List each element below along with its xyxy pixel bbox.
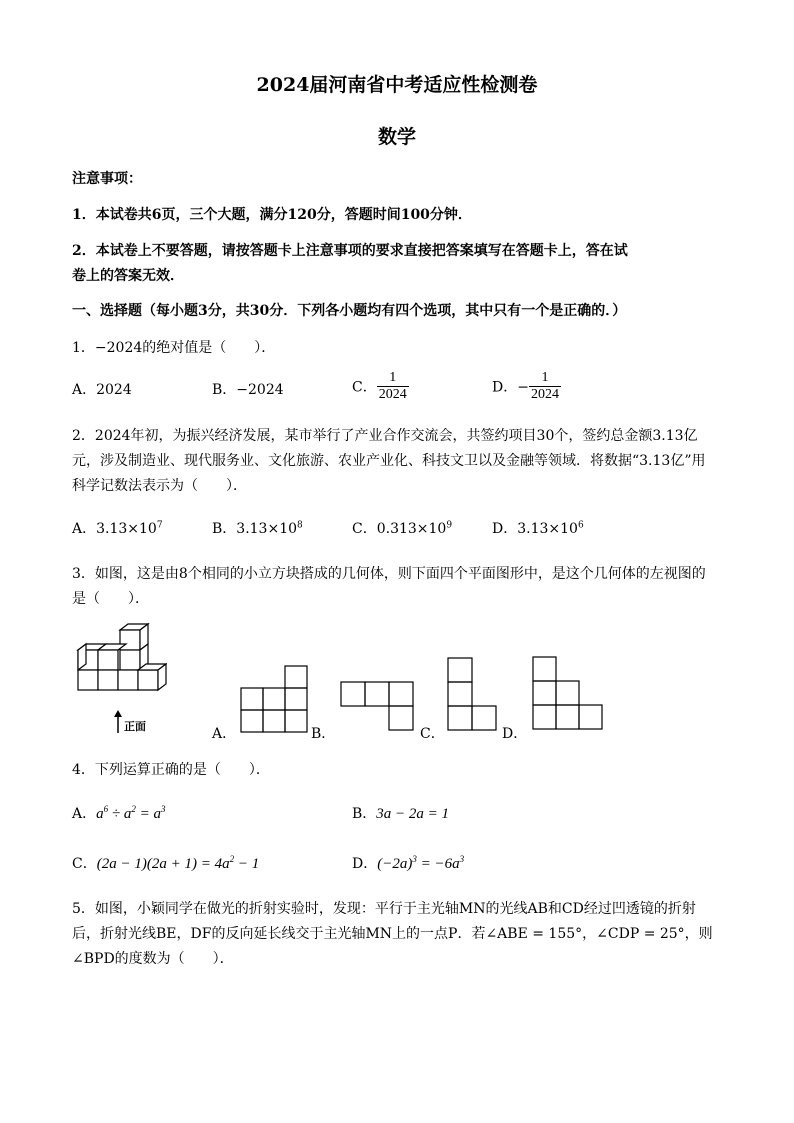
question-1-option-b: B．−2024 — [212, 382, 284, 398]
denominator: 2024 — [530, 387, 559, 402]
option-d-label: D．− — [492, 379, 529, 396]
denominator: 2024 — [378, 387, 407, 402]
question-4-option-c — [72, 853, 259, 873]
numerator: 1 — [541, 370, 549, 385]
option-text: C．0.313×10 — [352, 521, 447, 537]
option-d-figure — [532, 656, 606, 732]
fraction — [377, 370, 409, 403]
question-1-option-c — [352, 370, 409, 403]
notice-item-1: 1．本试卷共6页，三个大题，满分120分，答题时间100分钟． — [72, 207, 472, 223]
question-2-line2: 元，涉及制造业、现代服务业、文化旅游、农业产业化、科技文卫以及金融等领域．将数据“3.13亿”用 — [72, 453, 706, 469]
option-expression — [96, 806, 165, 822]
option-b-figure — [340, 680, 415, 735]
question-5-line1: 5．如图，小颖同学在做光的折射实验时，发现：平行于主光轴MN的光线AB和CD经过凹透镜的折射 — [72, 901, 696, 917]
exponent: 2 — [229, 854, 235, 864]
subject-title: 数学 — [377, 126, 416, 148]
option-expression: 3a − 2a = 1 — [376, 806, 450, 822]
question-3-option-a-label: A． — [212, 726, 237, 742]
question-2-line1: 2．2024年初，为振兴经济发展，某市举行了产业合作交流会，共签约项目30个，签约总金额3.13亿 — [72, 428, 698, 444]
question-3-line2: 是（ ）． — [72, 591, 149, 607]
term: − 1 — [234, 856, 260, 872]
term: ÷ a — [108, 806, 132, 822]
question-3-option-b-label: B． — [311, 726, 336, 742]
question-2-option-a — [72, 518, 163, 538]
notice-item-2-line2: 卷上的答案无效． — [72, 268, 184, 284]
option-label: C． — [72, 856, 97, 872]
option-label: B． — [352, 806, 377, 822]
option-c-label: C． — [352, 379, 377, 396]
option-label: D． — [352, 856, 378, 872]
question-2-line3: 科学记数法表示为（ ）． — [72, 478, 247, 494]
question-2-option-d — [492, 518, 584, 538]
term: (−2a) — [377, 856, 413, 872]
numerator: 1 — [389, 370, 397, 385]
exponent: 2 — [131, 804, 136, 814]
question-2-option-b — [212, 518, 303, 538]
option-text: A．3.13×10 — [72, 521, 157, 537]
term: a — [96, 806, 104, 822]
question-3-option-d-label: D． — [502, 726, 528, 742]
exponent: 8 — [297, 520, 303, 531]
question-1-option-d — [492, 370, 561, 403]
term: = −6a — [416, 856, 460, 872]
term: = a — [135, 806, 161, 822]
question-3-option-c-label: C． — [420, 726, 445, 742]
notice-heading: 注意事项： — [72, 171, 142, 187]
page-title: 2024届河南省中考适应性检测卷 — [256, 74, 538, 96]
exponent: 3 — [160, 804, 166, 814]
option-c-figure — [447, 657, 499, 735]
question-2-option-c — [352, 518, 452, 538]
option-expression — [97, 856, 259, 872]
exponent: 7 — [156, 520, 163, 531]
option-expression — [377, 856, 464, 872]
question-4-stem: 4．下列运算正确的是（ ）． — [72, 762, 270, 778]
question-4-option-b — [352, 803, 449, 823]
exponent: 6 — [577, 520, 584, 531]
question-5-line2: 后，折射光线BE，DF的反向延长线交于主光轴MN上的一点P．若∠ABE = 155°，∠CDP = 25°，则 — [72, 926, 713, 942]
cube-solid-figure — [72, 622, 167, 734]
section-heading: 一、选择题（每小题3分，共30分．下列各小题均有四个选项，其中只有一个是正确的．） — [72, 303, 627, 319]
question-1-option-a: A．2024 — [72, 382, 132, 398]
exponent: 6 — [103, 804, 109, 814]
fraction — [529, 370, 561, 403]
option-text: B．3.13×10 — [212, 521, 298, 537]
question-4-option-d — [352, 853, 464, 873]
option-text: D．3.13×10 — [492, 521, 578, 537]
term: (2a − 1)(2a + 1) = 4a — [96, 856, 230, 872]
option-a-figure — [240, 664, 310, 734]
question-1-stem: 1．−2024的绝对值是（ ）． — [72, 340, 276, 356]
exponent: 9 — [446, 520, 453, 531]
option-label: A． — [72, 806, 97, 822]
question-4-option-a — [72, 803, 165, 823]
question-3-line1: 3．如图，这是由8个相同的小立方块搭成的几何体，则下面四个平面图形中，是这个几何体的左视图的 — [72, 566, 706, 582]
exponent: 3 — [459, 854, 465, 864]
exponent: 3 — [412, 854, 417, 864]
notice-item-2-line1: 2．本试卷上不要答题，请按答题卡上注意事项的要求直接把答案填写在答题卡上，答在试 — [72, 243, 628, 259]
front-label: 正面 — [124, 720, 146, 733]
question-5-line3: ∠BPD的度数为（ ）． — [72, 951, 234, 967]
